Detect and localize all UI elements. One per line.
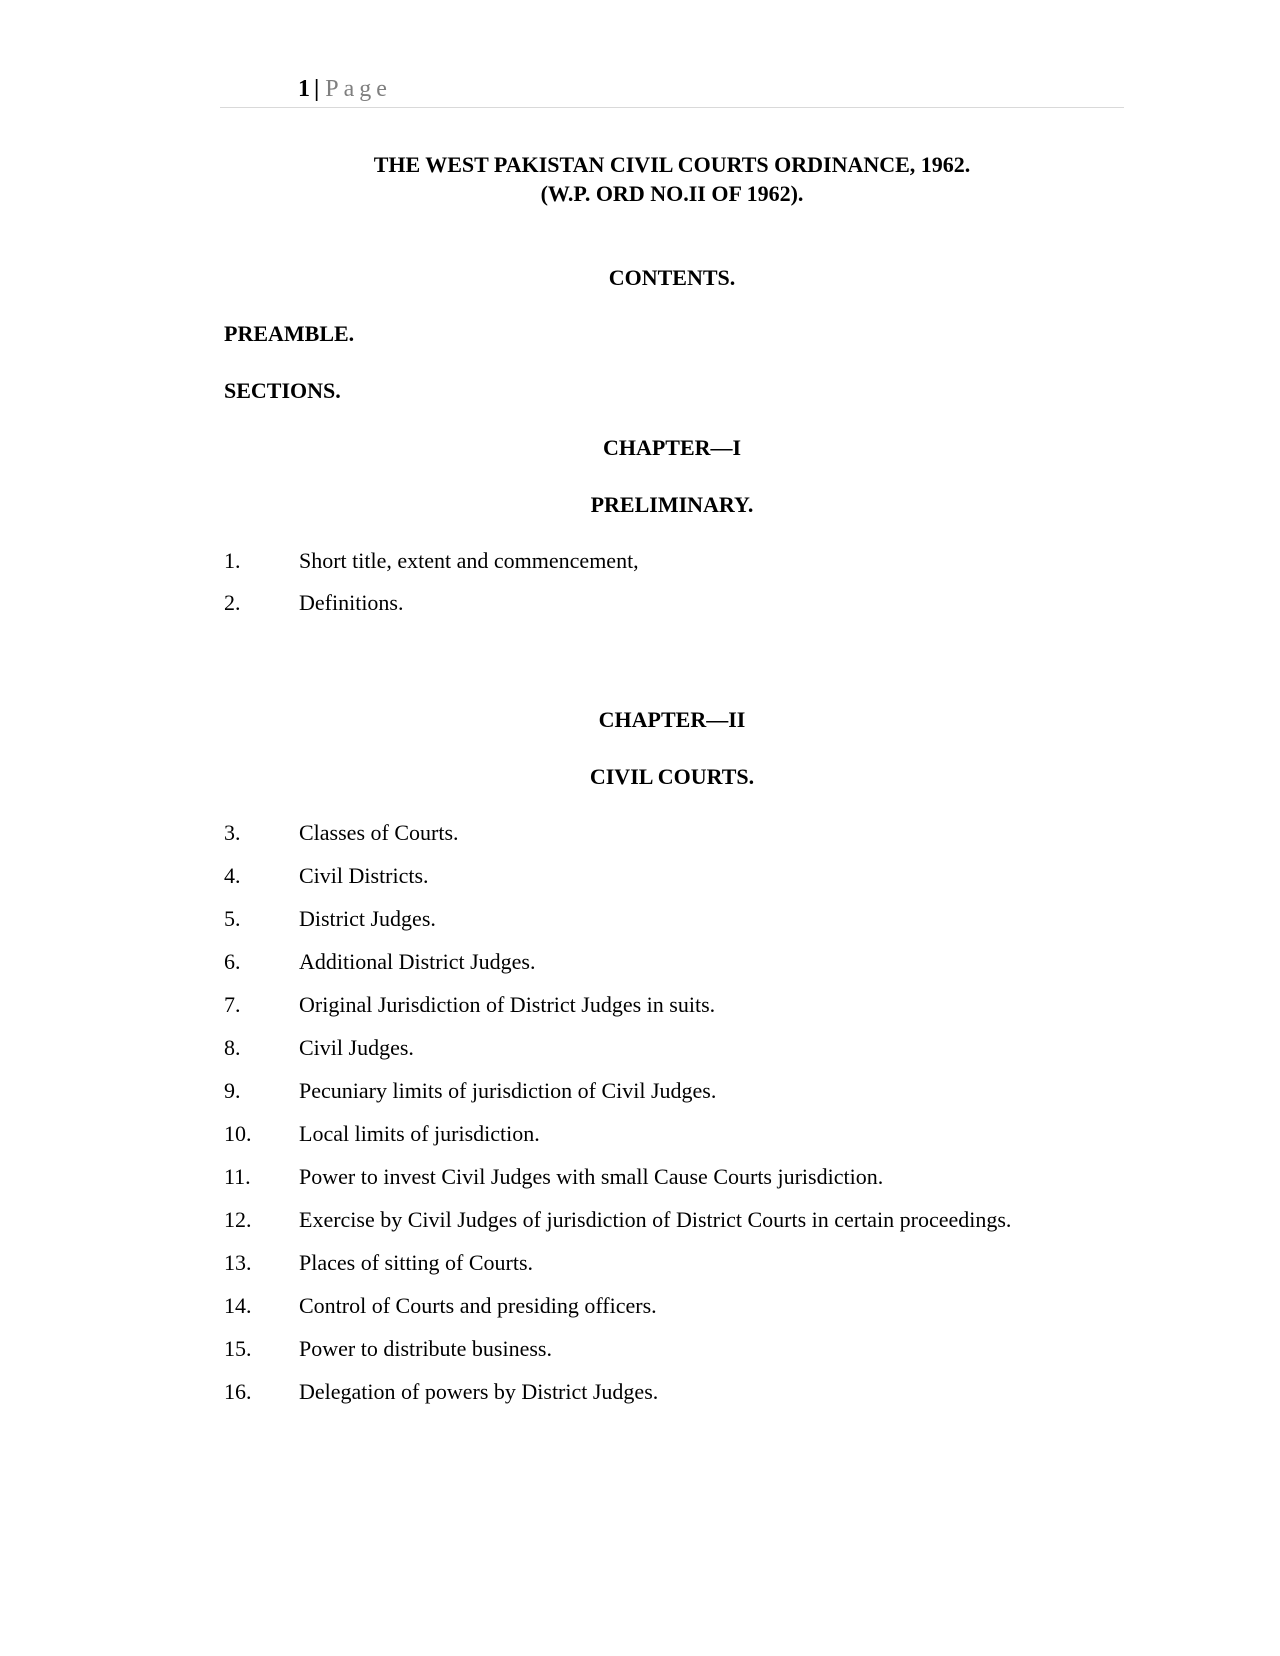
toc-item-text: Original Jurisdiction of District Judges in suits.	[299, 992, 716, 1017]
toc-item-text: Local limits of jurisdiction.	[299, 1121, 540, 1146]
toc-item-number: 15.	[224, 1336, 252, 1361]
toc-item-number: 10.	[224, 1121, 252, 1146]
toc-item-number: 8.	[224, 1035, 241, 1060]
toc-item-text: Places of sitting of Courts.	[299, 1250, 534, 1275]
toc-item-number: 1.	[224, 548, 241, 573]
toc-item-number: 5.	[224, 906, 241, 931]
page-label: Page	[325, 76, 392, 102]
sections-heading: SECTIONS.	[224, 378, 341, 403]
toc-item-text: Civil Districts.	[299, 863, 429, 888]
toc-item-text: Additional District Judges.	[299, 949, 536, 974]
title-line-2: (W.P. ORD NO.II OF 1962).	[540, 181, 804, 206]
toc-item-text: Definitions.	[299, 590, 404, 615]
toc-item-text: District Judges.	[299, 906, 436, 931]
toc-item-number: 9.	[224, 1078, 241, 1103]
header-divider	[220, 107, 1124, 108]
document-title	[0, 150, 1280, 208]
toc-item-number: 7.	[224, 992, 241, 1017]
toc-item-number: 6.	[224, 949, 241, 974]
toc-item-text: Classes of Courts.	[299, 820, 459, 845]
toc-item-number: 16.	[224, 1379, 252, 1404]
toc-item-number: 11.	[224, 1164, 251, 1189]
toc-item-text: Power to invest Civil Judges with small Cause Courts jurisdiction.	[299, 1164, 884, 1189]
toc-item-number: 14.	[224, 1293, 252, 1318]
preamble-heading: PREAMBLE.	[224, 321, 355, 346]
toc-item-number: 4.	[224, 863, 241, 888]
chapter-1-heading: CHAPTER—I	[602, 435, 742, 460]
toc-item-text: Short title, extent and commencement,	[299, 548, 639, 573]
contents-heading: CONTENTS.	[608, 265, 736, 290]
chapter-1-subheading: PRELIMINARY.	[590, 492, 754, 517]
page-number: 1	[298, 76, 310, 102]
chapter-2-heading: CHAPTER—II	[598, 707, 746, 732]
header-separator: |	[314, 76, 320, 102]
toc-item-number: 13.	[224, 1250, 252, 1275]
toc-item-text: Pecuniary limits of jurisdiction of Civil Judges.	[299, 1078, 717, 1103]
title-line-1: THE WEST PAKISTAN CIVIL COURTS ORDINANCE, 1962.	[373, 152, 971, 177]
toc-item-text: Exercise by Civil Judges of jurisdiction of District Courts in certain proceedings.	[299, 1207, 1012, 1232]
page-header	[298, 74, 392, 104]
toc-item-number: 12.	[224, 1207, 252, 1232]
toc-item-text: Delegation of powers by District Judges.	[299, 1379, 659, 1404]
chapter-2-subheading: CIVIL COURTS.	[589, 764, 755, 789]
toc-item-text: Power to distribute business.	[299, 1336, 552, 1361]
toc-item-number: 2.	[224, 590, 241, 615]
toc-item-number: 3.	[224, 820, 241, 845]
toc-item-text: Control of Courts and presiding officers.	[299, 1293, 657, 1318]
toc-item-text: Civil Judges.	[299, 1035, 414, 1060]
